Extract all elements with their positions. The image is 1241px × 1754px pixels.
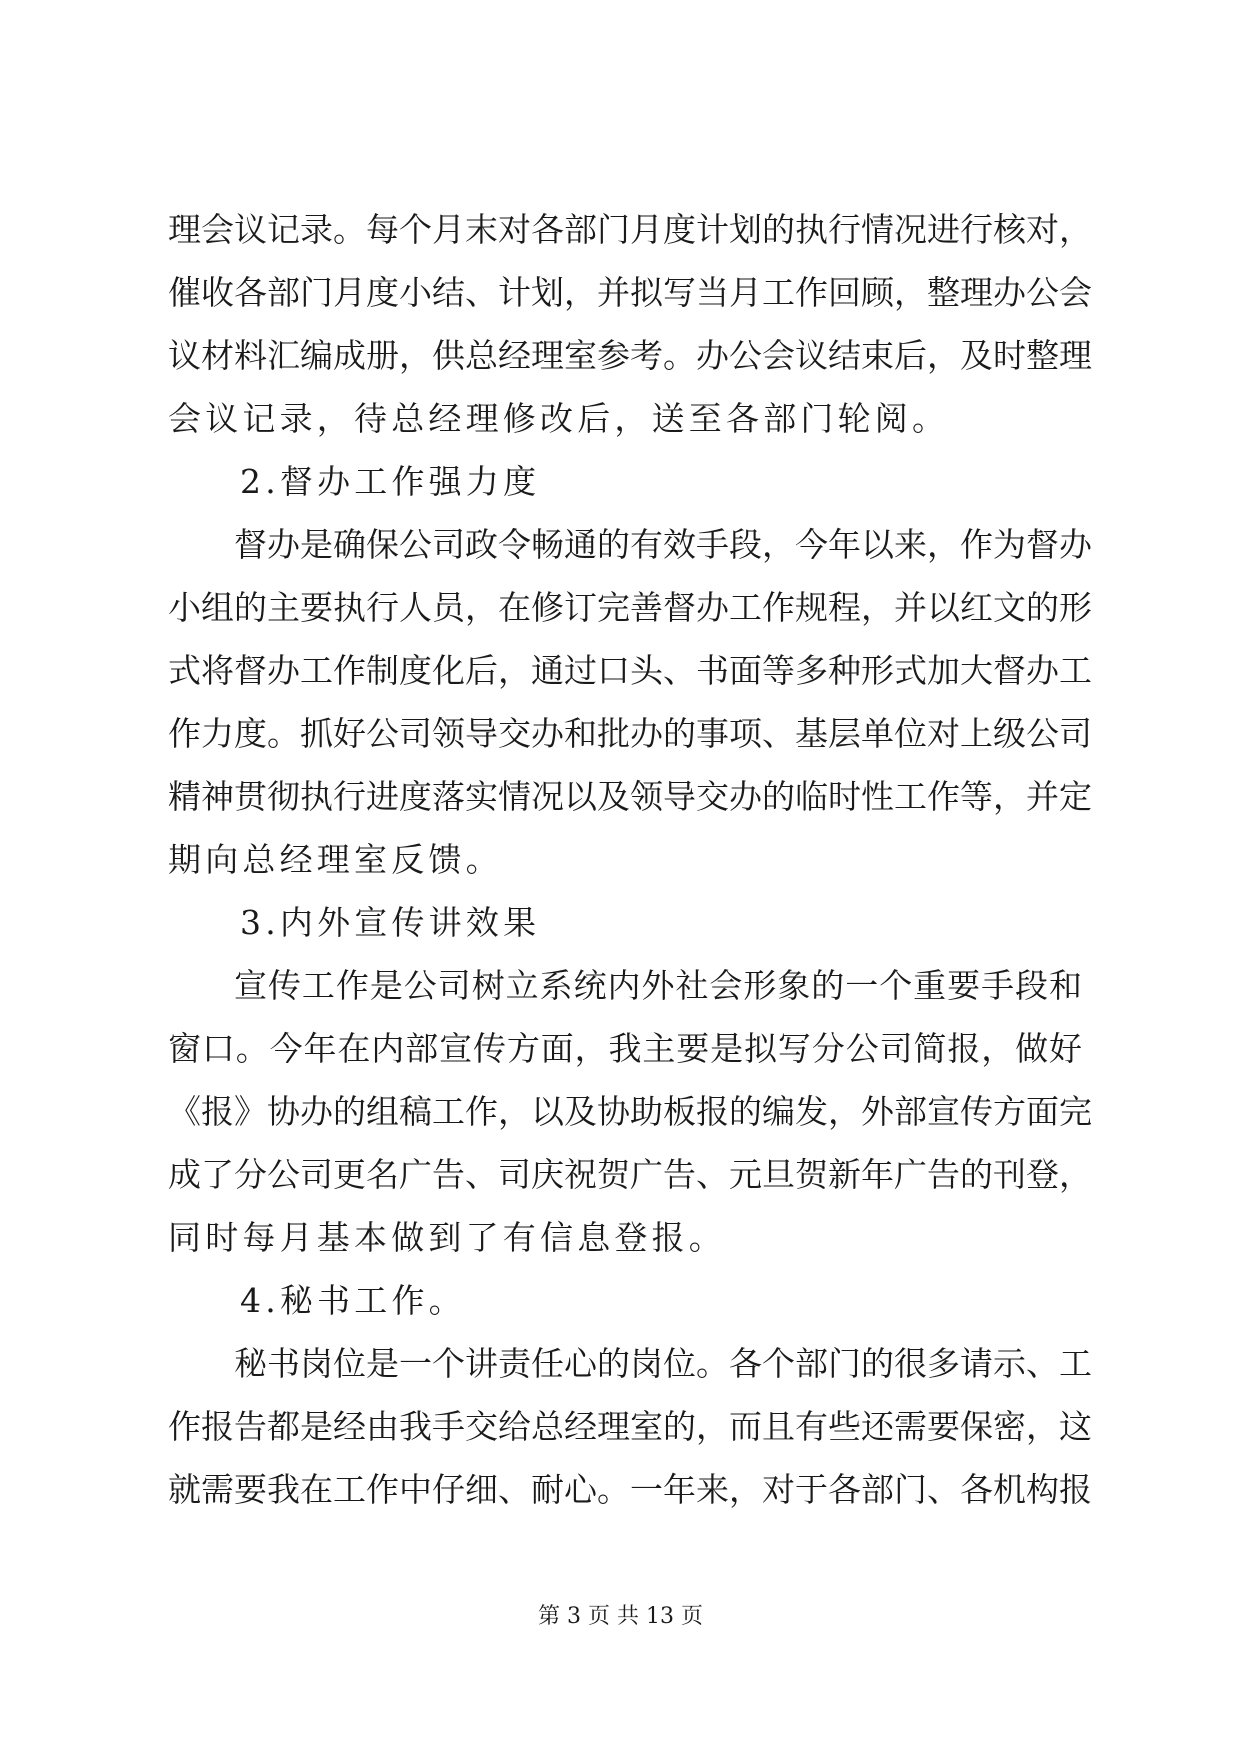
- paragraph-line: 理会议记录。每个月末对各部门月度计划的执行情况进行核对，: [168, 210, 1092, 249]
- paragraph-line: 精神贯彻执行进度落实情况以及领导交办的临时性工作等，并定: [168, 777, 1092, 816]
- paragraph-line: 式将督办工作制度化后，通过口头、书面等多种形式加大督办工: [168, 651, 1092, 690]
- paragraph-line: 宣传工作是公司树立系统内外社会形象的一个重要手段和: [234, 966, 1082, 1005]
- page-footer: 第 3 页 共 13 页: [538, 1604, 703, 1629]
- paragraph-line: 督办是确保公司政令畅通的有效手段，今年以来，作为督办: [234, 525, 1092, 564]
- paragraph-line: 作力度。抓好公司领导交办和批办的事项、基层单位对上级公司: [168, 714, 1092, 753]
- paragraph-line: 作报告都是经由我手交给总经理室的，而且有些还需要保密，这: [168, 1407, 1092, 1446]
- document-body: [168, 198, 1092, 1521]
- paragraph-line: 小组的主要执行人员，在修订完善督办工作规程，并以红文的形: [168, 588, 1092, 627]
- paragraph-line: 《报》协办的组稿工作，以及协助板报的编发，外部宣传方面完: [168, 1092, 1092, 1131]
- paragraph-line: 成了分公司更名广告、司庆祝贺广告、元旦贺新年广告的刊登，: [168, 1155, 1092, 1194]
- section-heading: 2.督办工作强力度: [240, 462, 541, 501]
- section-heading: 3.内外宣传讲效果: [240, 903, 541, 942]
- paragraph-line: 会议记录，待总经理修改后，送至各部门轮阅。: [168, 399, 950, 438]
- paragraph-line: 催收各部门月度小结、计划，并拟写当月工作回顾，整理办公会: [168, 273, 1092, 312]
- paragraph-line: 窗口。今年在内部宣传方面，我主要是拟写分公司简报，做好: [168, 1029, 1082, 1068]
- paragraph-line: 就需要我在工作中仔细、耐心。一年来，对于各部门、各机构报: [168, 1470, 1092, 1509]
- paragraph-line: 秘书岗位是一个讲责任心的岗位。各个部门的很多请示、工: [234, 1344, 1092, 1383]
- section-heading: 4.秘书工作。: [240, 1281, 466, 1320]
- paragraph-line: 期向总经理室反馈。: [168, 840, 503, 879]
- paragraph-line: 议材料汇编成册，供总经理室参考。办公会议结束后，及时整理: [168, 336, 1092, 375]
- paragraph-line: 同时每月基本做到了有信息登报。: [168, 1218, 726, 1257]
